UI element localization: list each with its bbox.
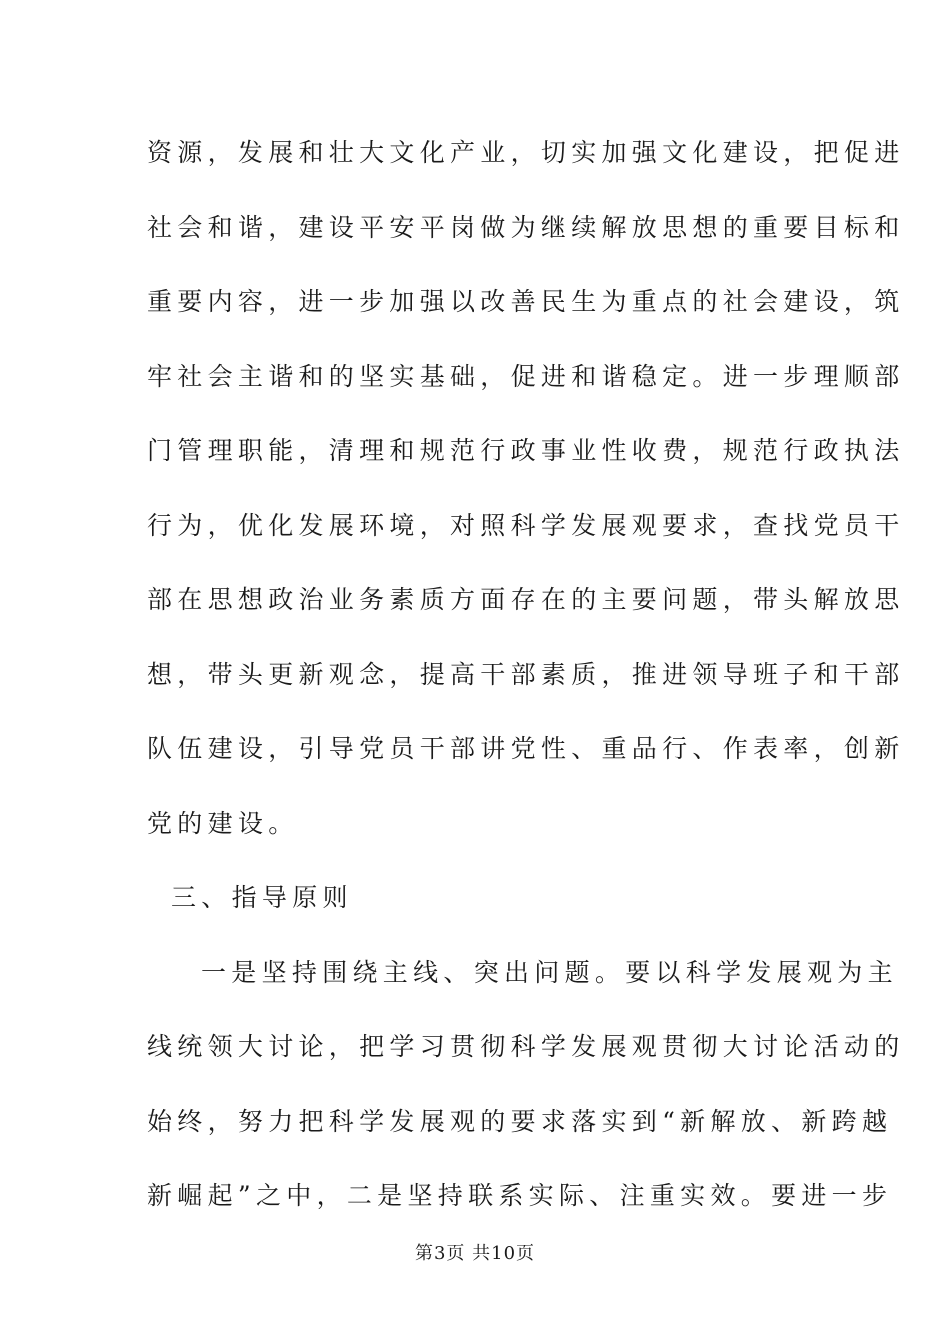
text-line: 行为，优化发展环境，对照科学发展观要求，查找党员干 [147, 510, 905, 540]
page-number-footer: 第3页 共10页 [414, 1243, 536, 1264]
paragraph-first-line: 一是坚持围绕主线、突出问题。要以科学发展观为主 [201, 957, 898, 987]
text-line: 队伍建设，引导党员干部讲党性、重品行、作表率，创新 [147, 734, 905, 763]
section-heading: 三、指导原则 [171, 883, 353, 912]
text-line: 重要内容，进一步加强以改善民生为重点的社会建设，筑 [147, 287, 905, 316]
text-line: 部在思想政治业务素质方面存在的主要问题，带头解放思 [147, 585, 905, 614]
text-line: 始终，努力把科学发展观的要求落实到“新解放、新跨越 [147, 1106, 893, 1136]
text-line: 党的建设。 [147, 808, 299, 838]
text-line: 资源，发展和壮大文化产业，切实加强文化建设，把促进 [147, 138, 905, 167]
text-line: 牢社会主谐和的坚实基础，促进和谐稳定。进一步理顺部 [147, 361, 905, 391]
body-text [147, 131, 905, 1249]
text-line: 门管理职能，清理和规范行政事业性收费，规范行政执法 [147, 436, 905, 465]
text-line: 新崛起”之中，二是坚持联系实际、注重实效。要进一步 [147, 1181, 893, 1210]
text-line: 社会和谐，建设平安平岗做为继续解放思想的重要目标和 [147, 212, 905, 242]
text-line: 线统领大讨论，把学习贯彻科学发展观贯彻大讨论活动的 [147, 1032, 905, 1061]
text-line: 想，带头更新观念，提高干部素质，推进领导班子和干部 [147, 659, 905, 689]
